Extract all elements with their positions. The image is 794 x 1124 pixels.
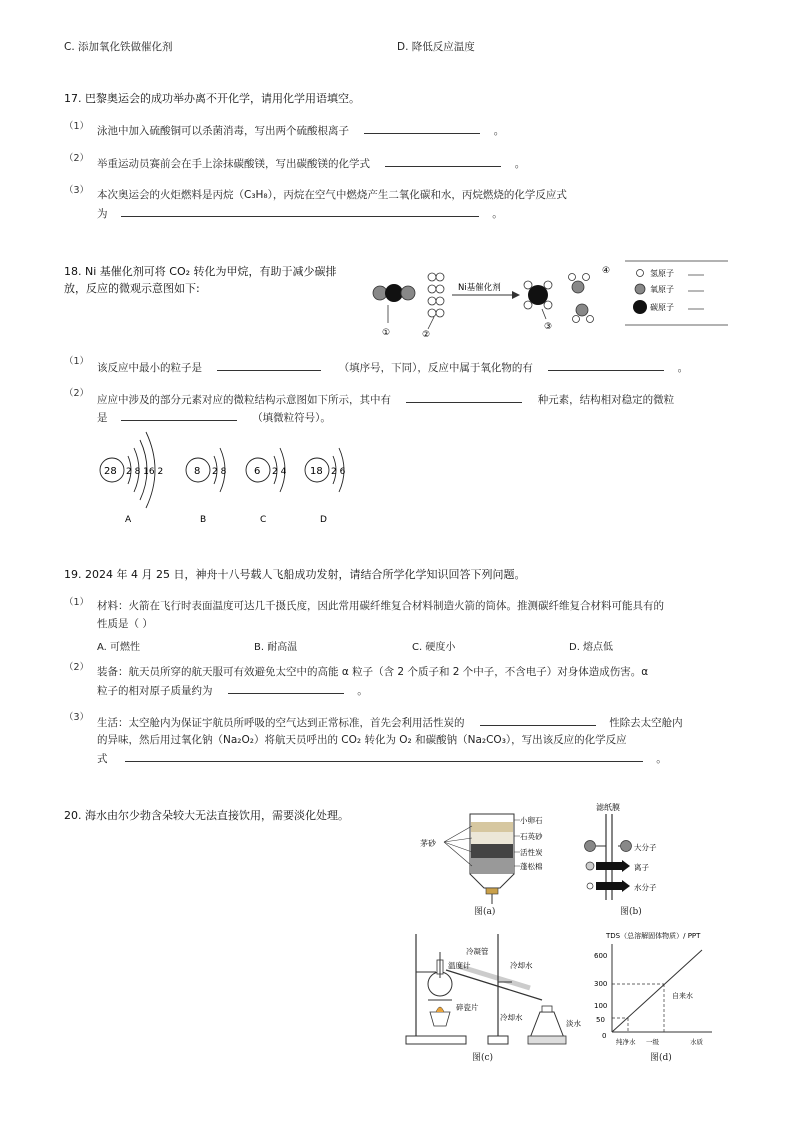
q19-option-d[interactable]: D. 熔点低 <box>569 642 614 653</box>
figure-c-distillation <box>402 930 582 1050</box>
atom-c-shells: 2 4 <box>272 467 287 477</box>
q18-1-blank-a[interactable] <box>217 359 321 371</box>
q19-2-text2: 粒子的相对原子质量约为 。 <box>97 682 368 699</box>
q18-title-b: 放，反应的微观示意图如下: <box>64 282 200 295</box>
option-d: D. 降低反应温度 <box>397 41 475 53</box>
q19-option-b[interactable]: B. 耐高温 <box>254 642 298 653</box>
q19-1-number: （1） <box>64 597 90 608</box>
legend-carbon: 碳原子 <box>650 303 674 312</box>
atom-b-shells: 2 8 <box>212 467 227 477</box>
mol-label-1: ① <box>382 328 391 338</box>
q19-1-text: 材料：火箭在飞行时表面温度可达几千摄氏度，因此常用碳纤维复合材料制造火箭的筒体。推测碳纤维复合材料可能具有的 <box>97 600 664 612</box>
fig-c-label-thermometer: 温度计 <box>448 961 471 970</box>
q18-2-blank-b[interactable] <box>121 409 237 421</box>
q17-title: 17. 巴黎奥运会的成功举办离不开化学，请用化学用语填空。 <box>64 92 360 105</box>
q18-1-number: （1） <box>64 356 90 367</box>
figure-b-caption: 图(b) <box>620 907 642 917</box>
fig-d-ytick-100: 100 <box>594 1002 608 1010</box>
atom-b-nucleus: 8 <box>194 466 201 477</box>
fig-b-item-1: 大分子 <box>634 843 657 852</box>
atom-c-nucleus: 6 <box>254 466 261 477</box>
q19-2-number: （2） <box>64 662 90 673</box>
fig-a-layer-4: 蓬松棉 <box>520 862 543 871</box>
fig-d-ytick-50: 50 <box>596 1016 605 1024</box>
q18-reaction-diagram <box>360 255 740 345</box>
q17-3-text: 本次奥运会的火炬燃料是丙烷（C₃H₈），丙烷在空气中燃烧产生二氧化碳和水，丙烷燃烧的化学反应式 <box>97 189 567 201</box>
figure-c-caption: 图(c) <box>472 1053 494 1063</box>
q19-option-c[interactable]: C. 硬度小 <box>412 642 456 653</box>
figure-b-membrane <box>578 800 678 905</box>
fig-b-item-2: 离子 <box>634 863 649 872</box>
fig-d-ytick-300: 300 <box>594 980 608 988</box>
q19-2-blank[interactable] <box>228 682 344 694</box>
q19-3-text2: 的异味，然后用过氧化钠（Na₂O₂）将航天员呼出的 CO₂ 转化为 O₂ 和碳酸钠（Na₂CO₃），写出该反应的化学反应 <box>97 734 627 746</box>
fig-d-ylabel: TDS（总溶解固体物质）/ PPT <box>606 932 701 940</box>
q18-1-blank-b[interactable] <box>548 359 664 371</box>
q18-title-a: 18. Ni 基催化剂可将 CO₂ 转化为甲烷，有助于减少碳排 <box>64 265 337 278</box>
q18-2-text: 应应中涉及的部分元素对应的微粒结构示意图如下所示，其中有 种元素，结构相对稳定的微粒 <box>97 391 674 408</box>
legend-hydrogen: 氢原子 <box>650 269 674 278</box>
figure-d-tds-chart <box>590 928 720 1050</box>
q18-1-text: 该反应中最小的粒子是 （填序号，下同），反应中属于氧化物的有 。 <box>97 359 688 376</box>
figure-a-filter <box>420 808 570 918</box>
atom-a-shells: 2 8 16 2 <box>126 467 164 477</box>
fig-a-layer-3: 活性炭 <box>520 848 543 857</box>
q17-3-text2: 为 。 <box>97 205 503 222</box>
atom-a-label: A <box>125 515 132 525</box>
q19-3-number: （3） <box>64 712 90 723</box>
q17-2-number: （2） <box>64 153 90 164</box>
q19-2-text: 装备：航天员所穿的航天服可有效避免太空中的高能 α 粒子（含 2 个质子和 2 个中子，不含电子）对身体造成伤害。α <box>97 666 649 678</box>
atom-d-nucleus: 18 <box>310 466 323 477</box>
q20-title: 20. 海水由尔少勃含朵较大无法直接饮用，需要淡化处理。 <box>64 809 349 822</box>
q17-3-blank[interactable] <box>121 205 479 217</box>
q17-2-text: 举重运动员赛前会在手上涂抹碳酸镁，写出碳酸镁的化学式 。 <box>97 155 525 172</box>
q19-3-text3: 式 。 <box>97 750 667 767</box>
atom-structure-diagrams <box>90 428 370 528</box>
q17-1-text: 泳池中加入硫酸铜可以杀菌消毒，写出两个硫酸根离子 。 <box>97 122 504 139</box>
q17-3-number: （3） <box>64 185 90 196</box>
q17-1-blank[interactable] <box>364 122 480 134</box>
catalyst-label: Ni基催化剂 <box>458 283 501 293</box>
atom-b-label: B <box>200 515 207 525</box>
q18-2-text2: 是 （填微粒符号）。 <box>97 409 331 426</box>
fig-d-annotation: 自来水 <box>672 992 693 1000</box>
fig-d-xtick-2: 一级 <box>646 1038 659 1046</box>
fig-c-label-chips: 碎瓷片 <box>456 1003 479 1012</box>
atom-d-label: D <box>320 515 327 525</box>
mol-label-2: ② <box>422 330 431 340</box>
fig-c-label-coolwater-1: 冷却水 <box>510 961 533 970</box>
q17-1-number: （1） <box>64 121 90 132</box>
fig-a-layer-1: 小卵石 <box>520 816 543 825</box>
figure-d-caption: 图(d) <box>650 1053 672 1063</box>
legend-oxygen: 氧原子 <box>650 285 674 294</box>
q19-3-blank-a[interactable] <box>480 714 596 726</box>
q18-2-number: （2） <box>64 388 90 399</box>
q19-1-text2: 性质是（ ） <box>97 618 153 630</box>
fig-c-label-coolwater-2: 冷却水 <box>500 1013 523 1022</box>
fig-b-item-3: 水分子 <box>634 883 657 892</box>
q17-2-blank[interactable] <box>385 155 501 167</box>
figure-a-caption: 图(a) <box>474 907 496 917</box>
fig-d-ytick-600: 600 <box>594 952 608 960</box>
fig-d-xlabel: 水质 <box>690 1038 703 1046</box>
q18-2-blank-a[interactable] <box>406 391 522 403</box>
fig-d-ytick-0: 0 <box>602 1032 607 1040</box>
fig-a-left-label: 茅砂 <box>420 839 436 848</box>
q19-title: 19. 2024 年 4 月 25 日，神舟十八号载人飞船成功发射，请结合所学化学知识回答下列问题。 <box>64 568 526 581</box>
q19-3-text: 生活：太空舱内为保证宇航员所呼吸的空气达到正常标准，首先会利用活性炭的 性除去太空舱内 <box>97 714 683 731</box>
atom-d-shells: 2 6 <box>331 467 346 477</box>
fig-d-xtick-1: 纯净水 <box>616 1038 636 1046</box>
atom-c-label: C <box>260 515 267 525</box>
mol-label-3: ③ <box>544 322 553 332</box>
q19-3-blank-b[interactable] <box>125 750 643 762</box>
mol-label-4: ④ <box>602 266 611 276</box>
option-c: C. 添加氧化铁做催化剂 <box>64 41 173 53</box>
fig-a-layer-2: 石英砂 <box>520 832 543 841</box>
q19-option-a[interactable]: A. 可燃性 <box>97 642 141 653</box>
fig-c-label-water: 淡水 <box>566 1019 581 1028</box>
atom-a-nucleus: 28 <box>104 466 117 477</box>
fig-c-label-condenser: 冷凝管 <box>466 947 489 956</box>
fig-b-top-label: 滤纸膜 <box>596 803 620 812</box>
